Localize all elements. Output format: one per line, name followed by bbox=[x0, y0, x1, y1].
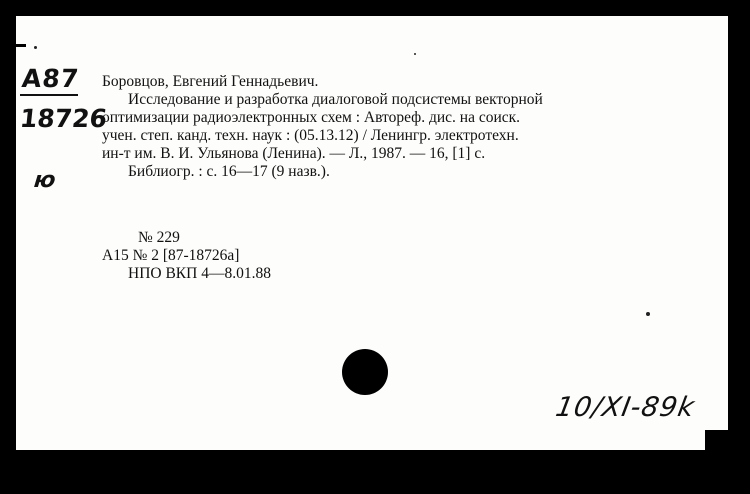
accession-number: А15 № 2 [87-18726а] bbox=[102, 247, 240, 264]
title-line-3: учен. степ. канд. техн. наук : (05.13.12) / Ленингр. электротехн. bbox=[102, 127, 519, 144]
scan-edge bbox=[728, 0, 750, 494]
speck bbox=[34, 46, 37, 49]
catalog-card bbox=[16, 16, 732, 450]
scan-edge bbox=[0, 44, 26, 47]
author-heading: Боровцов, Евгений Геннадьевич. bbox=[102, 73, 319, 90]
handwritten-date: 10/XI-89k bbox=[553, 392, 698, 423]
received-stamp: НПО ВКП 4—8.01.88 bbox=[128, 265, 271, 282]
title-line-2: оптимизации радиоэлектронных схем : Автореф. дис. на соиск. bbox=[102, 109, 521, 126]
title-line-1: Исследование и разработка диалоговой подсистемы векторной bbox=[128, 91, 543, 108]
bibliography-note: Библиогр. : с. 16—17 (9 назв.). bbox=[128, 163, 330, 180]
shelfmark-number: 18726 bbox=[18, 104, 109, 133]
scan-edge bbox=[705, 430, 750, 494]
card-number: № 229 bbox=[138, 229, 180, 246]
shelfmark-underline bbox=[20, 94, 78, 96]
punch-hole bbox=[342, 349, 388, 395]
shelfmark-mark: ю bbox=[32, 168, 57, 193]
speck bbox=[646, 312, 650, 316]
speck bbox=[414, 53, 416, 55]
title-line-4: ин-т им. В. И. Ульянова (Ленина). — Л., 1987. — 16, [1] с. bbox=[102, 145, 486, 162]
shelfmark-code: A87 bbox=[20, 64, 81, 93]
